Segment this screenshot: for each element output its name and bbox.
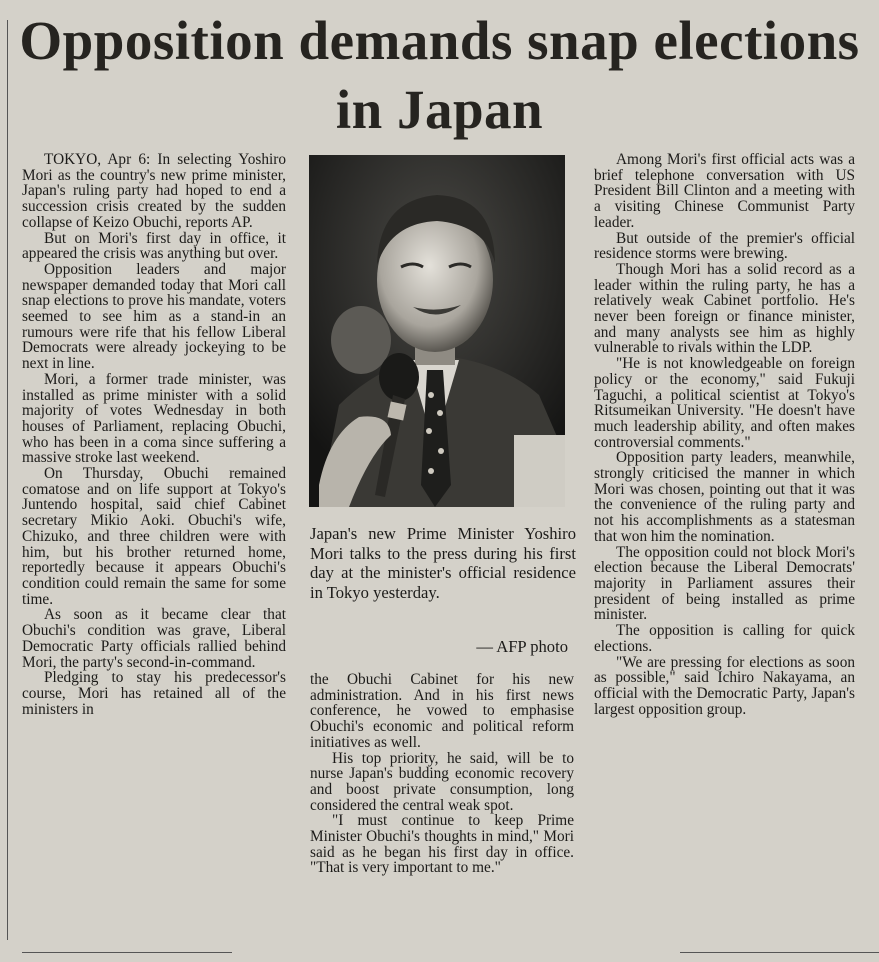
paragraph: "I must continue to keep Prime Minister Obuchi's thoughts in mind," Mori said as he began his first day in office. "That is very important to me.": [310, 812, 574, 877]
paragraph: But on Mori's first day in office, it appeared the crisis was anything but over.: [22, 229, 286, 263]
paragraph: But outside of the premier's official residence storms were brewing.: [594, 229, 855, 263]
paragraph: "He is not knowledgeable on foreign policy or the economy," said Fukuji Taguchi, a political scientist at Tokyo's Ritsumeikan University. "He doesn't have much leadership ability, and often makes controversial comments.": [594, 355, 855, 451]
news-photo: [309, 155, 565, 507]
bottom-rule: [680, 952, 879, 953]
paragraph: The opposition could not block Mori's election because the Liberal Democrats' majority in Parliament assures their president of being installed as prime minister.: [594, 543, 855, 624]
article-column-3: [594, 152, 855, 717]
paragraph: On Thursday, Obuchi remained comatose and on life support at Tokyo's Juntendo hospital, said chief Cabinet secretary Mikio Aoki. Obuchi's wife, Chizuko, and three children were with him, but his brother returned home, reportedly because it appears Obuchi's condition could remain the same for some time.: [22, 465, 286, 608]
paragraph: "We are pressing for elections as soon as possible," said Ichiro Nakayama, an official with the Democratic Party, Japan's largest opposition group.: [594, 653, 855, 718]
paragraph: Though Mori has a solid record as a leader within the ruling party, he has a relatively weak Cabinet portfolio. He's never been foreign or finance minister, and many analysts see him as highly vulnerable to rivals within the LDP.: [594, 260, 855, 357]
page-edge-rule: [7, 20, 8, 940]
paragraph: His top priority, he said, will be to nurse Japan's budding economic recovery and boost private consumption, long considered the central weak spot.: [310, 749, 574, 814]
paragraph: the Obuchi Cabinet for his new administration. And in his first news conference, he vowed to emphasise Obuchi's economic and political reform initiatives as well.: [310, 671, 574, 751]
article-column-1: [22, 152, 286, 717]
paragraph: Pledging to stay his predecessor's course, Mori has retained all of the ministers in: [22, 669, 286, 718]
paragraph: Opposition leaders and major newspaper demanded today that Mori call snap elections to prove his mandate, voters seemed to see him as a stand-in an rumours were rife that his fellow Liberal Democrats were already jockeying to be next in line.: [22, 260, 286, 373]
article-column-2: [310, 672, 574, 876]
paragraph: TOKYO, Apr 6: In selecting Yoshiro Mori as the country's new prime minister, Japan's ruling party had hoped to end a succession crisis created by the sudden collapse of Keizo Obuchi, reports AP.: [22, 151, 286, 231]
paragraph: The opposition is calling for quick elections.: [594, 622, 855, 655]
paragraph: Among Mori's first official acts was a brief telephone conversation with US President Bill Clinton and a meeting with a visiting Chinese Communist Party leader.: [594, 151, 855, 231]
headline: Opposition demands snap elections in Japan: [19, 10, 860, 140]
paragraph: Opposition party leaders, meanwhile, strongly criticised the manner in which Mori was chosen, pointing out that it was the convenience of the ruling party and not his accomplishments as a statesman that won him the nomination.: [594, 449, 855, 545]
paragraph: Mori, a former trade minister, was installed as prime minister with a solid majority of votes Wednesday in both houses of Parliament, replacing Obuchi, who has been in a coma since suffering a massive stroke last weekend.: [22, 370, 286, 467]
photo-credit: — AFP photo: [476, 637, 568, 656]
photo-caption: Japan's new Prime Minister Yoshiro Mori talks to the press during his first day at the minister's official residence in Tokyo yesterday.: [310, 524, 576, 602]
photo-image: [309, 155, 565, 507]
paragraph: As soon as it became clear that Obuchi's condition was grave, Liberal Democratic Party officials rallied behind Mori, the party's second-in-command.: [22, 606, 286, 671]
bottom-rule: [22, 952, 232, 953]
